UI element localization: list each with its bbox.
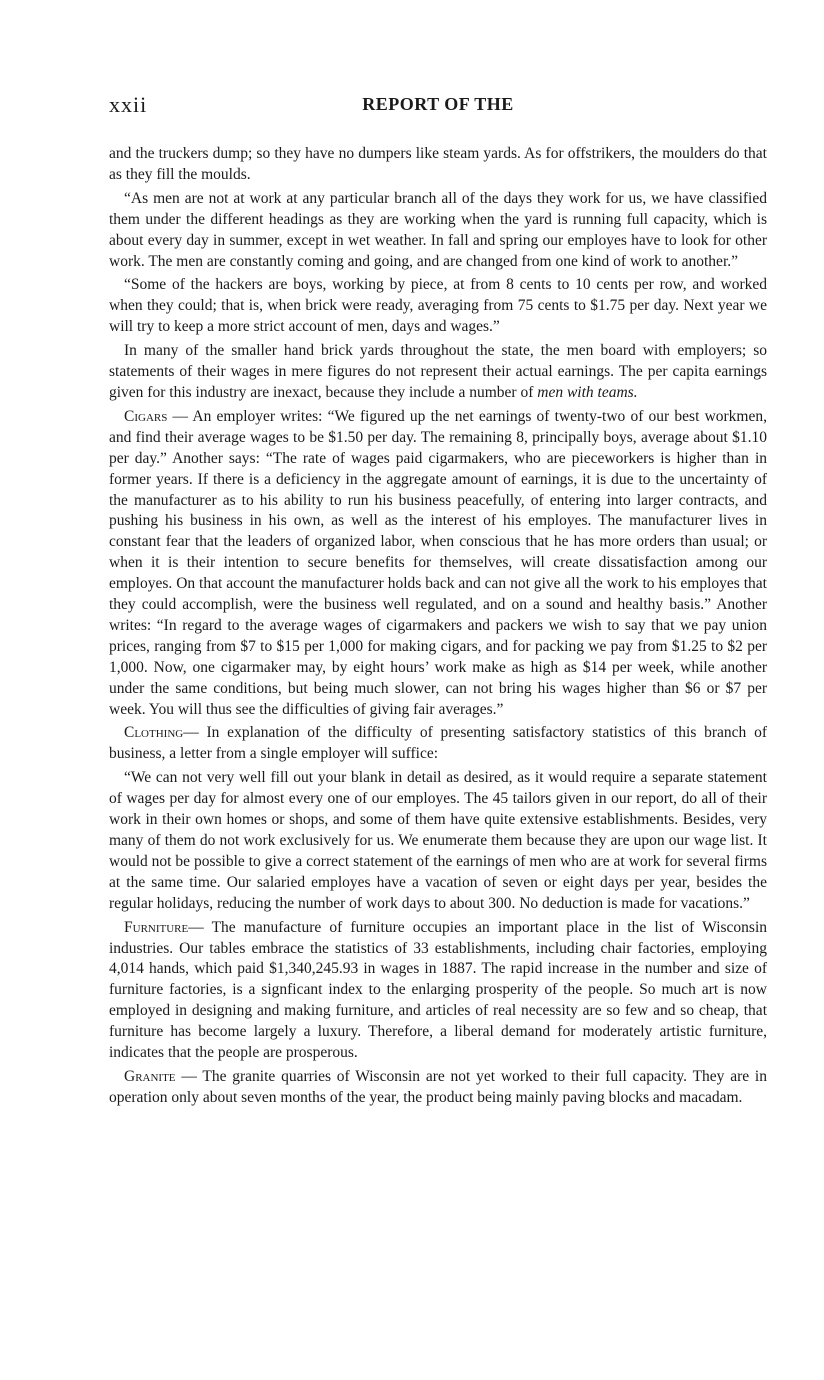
paragraph-granite: Granite — The granite quarries of Wisconsin are not yet worked to their full capacity. They are in operation only about seven months of the year, the product being mainly paving blocks and macadam. bbox=[109, 1067, 767, 1106]
paragraph: and the truckers dump; so they have no dumpers like steam yards. As for offstrikers, the moulders do that as they fill the moulds. bbox=[109, 145, 767, 183]
page-header bbox=[109, 92, 767, 120]
paragraph: In many of the smaller hand brick yards throughout the state, the men board with employers; so statements of their wages in mere figures do not represent their actual earnings. The per capita earnings given for this industry are inexact, because they include a number of men with teams. bbox=[109, 342, 767, 401]
section-lead: Furniture bbox=[124, 918, 189, 936]
section-lead: Clothing bbox=[124, 724, 184, 742]
section-lead: Cigars bbox=[124, 407, 168, 425]
page-number: xxii bbox=[109, 92, 148, 117]
paragraph-cigars: Cigars — An employer writes: “We figured up the net earnings of twenty-two of our best workmen, and find their average wages to be $1.50 per day. The remaining 8, principally boys, average about $1.10 per day.” Another says: “The rate of wages paid cigarmakers, who are pieceworkers is higher than in former years. If there is a deficiency in the aggregate amount of earnings, it is due to the uncertainty of the manufacturer as to his ability to run his business peacefully, of entering into larger contracts, and pushing his business in his own, as well as the interest of his employes. The manufacturer lives in constant fear that the leaders of organized labor, when conscious that he has more orders than usual; or when it is their intention to secure benefits for themselves, will create dissatisfaction among our employes. On that account the manufacturer holds back and can not give all the work to his employes that they could accomplish, were the business well regulated, and on a sound and healthy basis.” Another writes: “In regard to the average wages of cigarmakers and packers we wish to say that we pay union prices, ranging from $7 to $15 per 1,000 for making cigars, and for packing we pay from $1.25 to $2 per 1,000. Now, one cigarmaker may, by eight hours’ work make as high as $14 per week, while another under the same conditions, but being much slower, can not bring his wages higher than $6 or $7 per week. You will thus see the difficulties of giving fair averages.” bbox=[109, 407, 767, 718]
section-lead: Granite bbox=[124, 1067, 176, 1085]
running-head: REPORT OF THE bbox=[362, 94, 514, 114]
paragraph: “We can not very well fill out your blank in detail as desired, as it would require a separate statement of wages per day for almost every one of our employes. The 45 tailors given in our report, do all of their work in their own homes or shops, and some of them have quite extensive establishments. Besides, very many of them do not work exclusively for us. We enumerate them because they are upon our wage list. It would not be possible to give a correct statement of the earnings of men who are at work for several firms at the same time. Our salaried employes have a vacation of seven or eight days per year, besides the regular holidays, reducing the number of work days to about 300. No deduction is made for vacations.” bbox=[109, 769, 767, 912]
paragraph-clothing: Clothing— In explanation of the difficulty of presenting satisfactory statistics of this branch of business, a letter from a single employer will suffice: bbox=[109, 724, 767, 763]
paragraph: “As men are not at work at any particular branch all of the days they work for us, we have classified them under the different headings as they are working when the yard is running full capacity, which is about every day in summer, except in wet weather. In fall and spring our employes have to look for other work. The men are constantly coming and going, and are changed from one kind of work to another.” bbox=[109, 189, 767, 270]
paragraph: “Some of the hackers are boys, working by piece, at from 8 cents to 10 cents per row, and worked when they could; that is, when brick were ready, averaging from 75 cents to $1.75 per day. Next year we will try to keep a more strict account of men, days and wages.” bbox=[109, 276, 767, 336]
paragraph-furniture: Furniture— The manufacture of furniture occupies an important place in the list of Wisconsin industries. Our tables embrace the statistics of 33 establishments, including chair factories, employing 4,014 hands, which paid $1,340,245.93 in wages in 1887. The rapid increase in the number and size of furniture factories, is a signficant index to the enlarging prosperity of the people. So much art is now employed in designing and making furniture, and articles of real necessity are so few and so cheap, that furniture has become largely a luxury. Therefore, a liberal demand for moderately artistic furniture, indicates that the people are prosperous. bbox=[109, 918, 767, 1062]
body-text bbox=[109, 144, 767, 1112]
emphasis: men with teams. bbox=[537, 383, 638, 401]
